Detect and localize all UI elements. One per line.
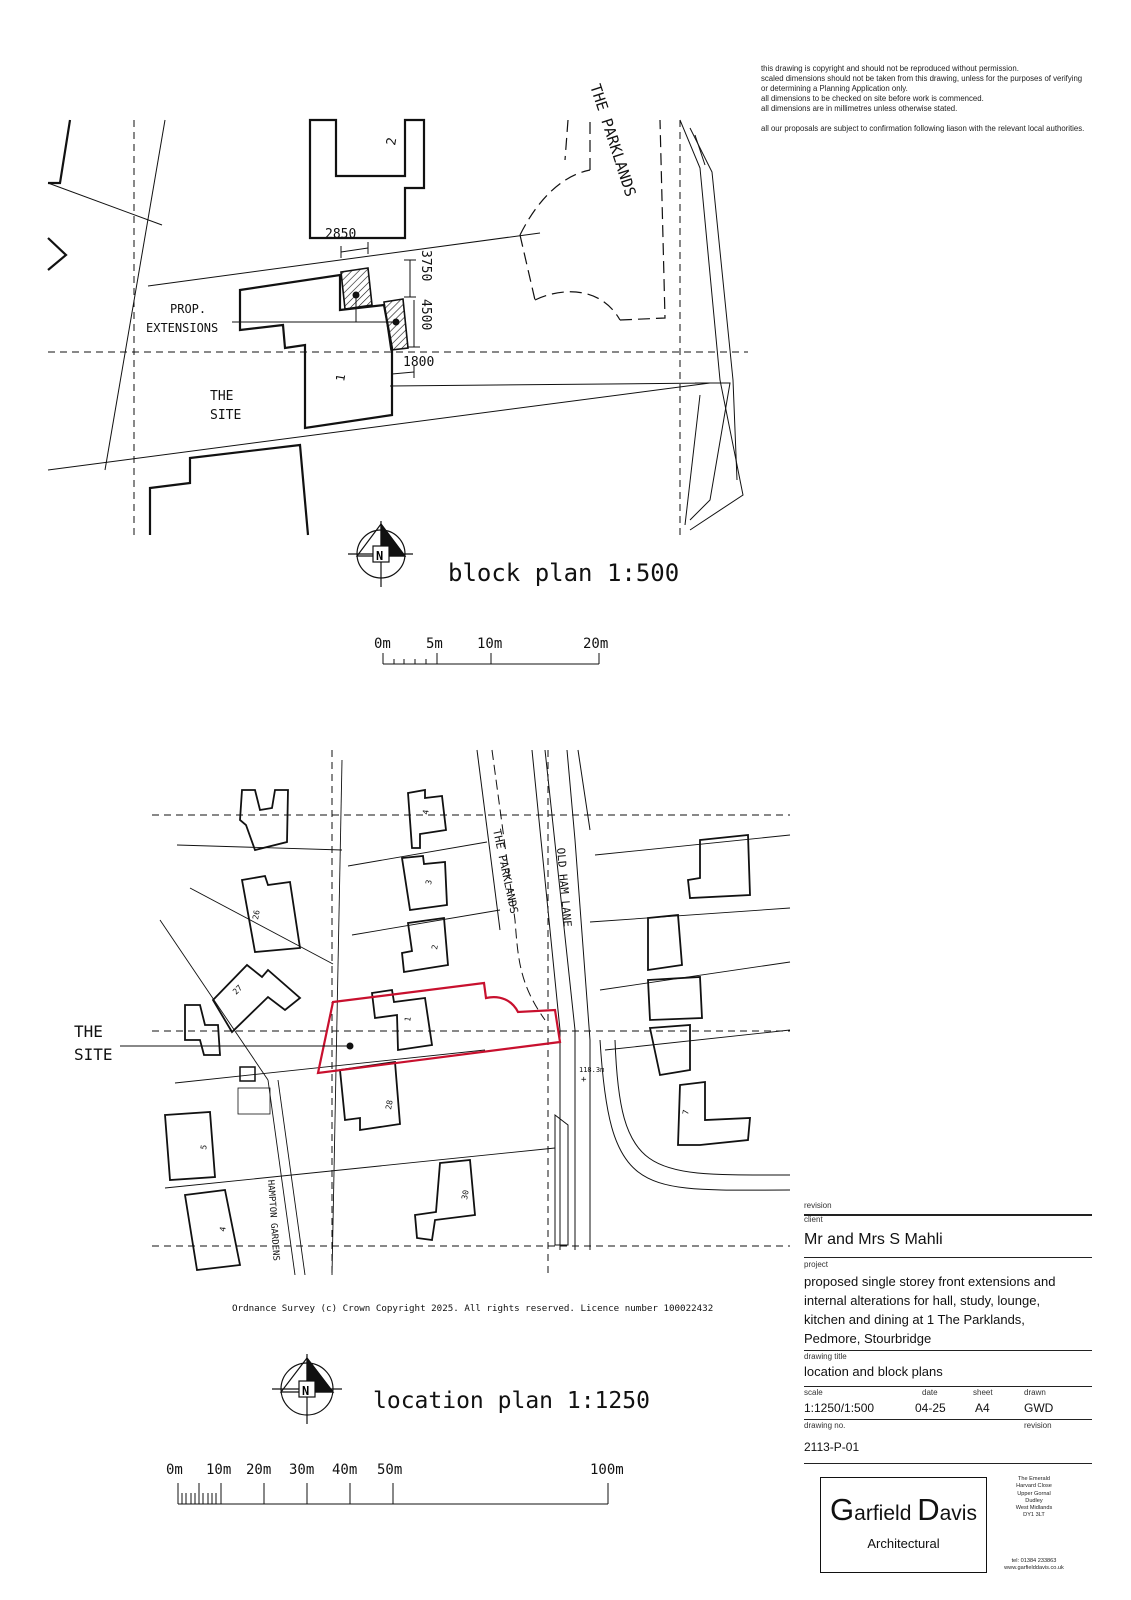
company-logo (820, 1477, 987, 1573)
site-marker (347, 1043, 353, 1049)
site-label-line2: SITE (210, 408, 242, 423)
note-3: all dimensions to be checked on site before work is commenced. (761, 94, 984, 103)
client-label: client (804, 1215, 823, 1224)
drawing-notes (761, 64, 1091, 134)
spot-cross: + (581, 1075, 587, 1085)
project-line-1: proposed single storey front extensions and (804, 1274, 1056, 1289)
address-line-1: The Emerald (1017, 1476, 1051, 1482)
road-label-old-ham-lane: OLD HAM LANE (554, 847, 574, 928)
site-boundary (318, 983, 560, 1073)
block-scale-5: 5m (426, 636, 443, 652)
tb-rule-2 (804, 1257, 1092, 1258)
north-label-block: N (376, 549, 384, 563)
site-label-line1: THE (210, 389, 234, 404)
house-2-loc (402, 918, 448, 972)
note-1: this drawing is copyright and should not be reproduced without permission. (761, 64, 1019, 73)
drawing-no-label: drawing no. (804, 1421, 846, 1430)
house-26-loc (242, 876, 300, 952)
logo-subtitle: Architectural (867, 1536, 940, 1551)
loc-scale-0: 0m (166, 1462, 183, 1478)
contact-tel: tel: 01384 233863 (1011, 1558, 1057, 1564)
loc-scale-50: 50m (377, 1462, 403, 1478)
client-name: Mr and Mrs S Mahli (804, 1231, 943, 1248)
ext-label-line2: EXTENSIONS (146, 321, 219, 335)
scale-value: 1:1250/1:500 (804, 1401, 875, 1415)
project-line-2: internal alterations for hall, study, lounge, (804, 1293, 1041, 1308)
drawing-no: 2113-P-01 (804, 1440, 860, 1454)
house-28-loc (340, 1062, 400, 1130)
block-plan-verge (680, 120, 743, 530)
house-no-5: 5 (199, 1144, 209, 1151)
house-4-top (408, 790, 446, 848)
house-no-28: 28 (384, 1099, 395, 1111)
spot-level: 118.3m (579, 1066, 605, 1074)
scale-label: scale (804, 1388, 823, 1397)
neighbour-left-chevron (48, 238, 66, 270)
tb-rule-1 (804, 1214, 1092, 1216)
address-line-3: Upper Gornal (1017, 1490, 1051, 1497)
note-2: scaled dimensions should not be taken from this drawing, unless for the purposes of verifying or determining a Planning Application only. (761, 74, 1083, 93)
address-line-6: DY1 3LT (1023, 1512, 1045, 1519)
location-roads (477, 750, 790, 1250)
block-scale-bar (383, 653, 599, 664)
project-label: project (804, 1260, 829, 1269)
house-27-loc (213, 965, 300, 1032)
house-right-3 (648, 977, 702, 1020)
house-28-outline (150, 445, 308, 535)
loc-scale-40: 40m (332, 1462, 358, 1478)
house-no-3: 3 (424, 879, 434, 886)
site-label-loc-2: SITE (74, 1045, 113, 1064)
drawn-value: GWD (1024, 1401, 1054, 1415)
logo-d-rest: avis (939, 1502, 977, 1525)
dim-3750: 3750 (418, 250, 433, 282)
north-label-location: N (302, 1384, 310, 1398)
block-plan-title: block plan 1:500 (448, 559, 680, 587)
house-number-1: 1 (333, 372, 349, 383)
dim-4500: 4500 (418, 299, 433, 331)
logo-d: D (917, 1492, 940, 1527)
tb-rule-6 (804, 1463, 1092, 1464)
location-scale-bar (178, 1483, 608, 1504)
dim-2850: 2850 (325, 227, 357, 242)
loc-scale-20: 20m (246, 1462, 272, 1478)
address-line-2: Harvard Close (1016, 1483, 1052, 1490)
block-scale-0: 0m (374, 636, 391, 652)
sheet-value: A4 (975, 1401, 990, 1415)
date-value: 04-25 (915, 1401, 946, 1415)
os-copyright: Ordnance Survey (c) Crown Copyright 2025. All rights reserved. Licence number 100022432 (232, 1303, 714, 1314)
note-4: all dimensions are in millimetres unless otherwise stated. (761, 104, 958, 113)
site-label-loc-1: THE (74, 1022, 103, 1041)
company-address (990, 1476, 1078, 1520)
loc-scale-10: 10m (206, 1462, 232, 1478)
house-no-1: 1 (403, 1016, 413, 1023)
house-no-2: 2 (430, 944, 440, 951)
road-label-parklands: THE PARKLANDS (586, 81, 640, 199)
house-right-4 (650, 1025, 690, 1075)
drawn-label: drawn (1024, 1388, 1046, 1397)
house-top-left (240, 790, 288, 850)
tb-rule-5 (804, 1419, 1092, 1420)
house-no-4-top: 4 (421, 809, 431, 816)
house-no-27: 27 (231, 983, 245, 997)
company-contact (990, 1558, 1078, 1573)
house-no-30: 30 (460, 1189, 471, 1201)
garage-lot (238, 1088, 270, 1114)
tb-rule-3 (804, 1350, 1092, 1351)
house-right-2 (648, 915, 682, 970)
road-label-parklands-loc: THE PARKLANDS (490, 827, 521, 915)
house-no-7: 7 (681, 1109, 691, 1116)
house-no-26: 26 (251, 909, 262, 921)
project-line-4: Pedmore, Stourbridge (804, 1331, 932, 1346)
dim-1800: 1800 (403, 355, 435, 370)
tb-rule-4 (804, 1386, 1092, 1387)
house-4-loc (185, 1190, 240, 1270)
drawing-title: location and block plans (804, 1364, 943, 1379)
project-description (804, 1272, 1056, 1348)
block-scale-10: 10m (477, 636, 503, 652)
small-building-1 (240, 1067, 255, 1081)
note-5: all our proposals are subject to confirmation following liason with the relevant local authorities. (761, 124, 1085, 133)
parklands-road (520, 120, 665, 320)
drawing-title-label: drawing title (804, 1352, 847, 1361)
neighbour-left-outline (48, 120, 70, 183)
revision-label-2: revision (1024, 1421, 1052, 1430)
contact-web: www.garfielddavis.co.uk (1004, 1565, 1064, 1572)
location-plan-title: location plan 1:1250 (373, 1388, 650, 1414)
house-no-4: 4 (218, 1226, 228, 1233)
house-left-site (185, 1005, 220, 1055)
date-label: date (922, 1388, 938, 1397)
logo-wordmark (821, 1492, 986, 1528)
ext-label-line1: PROP. (170, 302, 207, 316)
project-line-3: kitchen and dining at 1 The Parklands, (804, 1312, 1025, 1327)
address-line-4: Dudley (1025, 1497, 1043, 1504)
revision-label: revision (804, 1201, 832, 1210)
location-houses (165, 790, 750, 1270)
location-plan (120, 750, 790, 1275)
loc-scale-30: 30m (289, 1462, 315, 1478)
house-number-2: 2 (384, 136, 401, 147)
sheet-label: sheet (973, 1388, 993, 1397)
loc-scale-100: 100m (590, 1462, 624, 1478)
house-1-loc (372, 990, 432, 1050)
block-scale-20: 20m (583, 636, 609, 652)
house-2-outline (310, 120, 424, 238)
logo-g: G (830, 1492, 855, 1527)
logo-g-rest: arfield (854, 1502, 918, 1525)
road-label-hampton: HAMPTON GARDENS (265, 1179, 281, 1262)
address-line-5: West Midlands (1015, 1505, 1053, 1512)
